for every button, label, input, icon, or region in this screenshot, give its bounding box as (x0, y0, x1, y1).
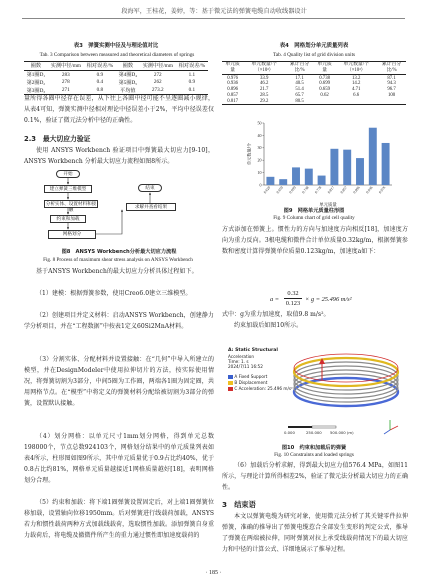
x-tick-label: 0.817 (326, 185, 336, 195)
table-cell: 0.9 (188, 79, 196, 86)
y-tick-label: 10 (257, 170, 262, 175)
table4-header-row (222, 62, 406, 75)
table3-header: 相对误差/% (86, 63, 114, 70)
flow-end: 结束 (138, 184, 162, 192)
table-cell: 33.9 (259, 75, 269, 81)
acceleration-formula (270, 290, 390, 310)
table-cell: 0.1 (188, 87, 196, 94)
legend-key: C (234, 386, 238, 391)
table-row (222, 98, 406, 104)
bar (266, 177, 274, 185)
table4 (222, 61, 406, 105)
table-cell: 第1圈D₁ (26, 72, 46, 79)
table-cell: 65.7 (295, 93, 304, 99)
page-number: · 185 · (205, 570, 222, 576)
paragraph: （2）创建项目并定义材料：启动ANSYS Workbench，创建静力学分析项目，并在“工程数据”中按表1定义60Si2MnA材料。 (24, 312, 214, 330)
table-cell: 第2圈D₂ (26, 79, 46, 86)
table-cell: 28.5 (259, 93, 269, 99)
paragraph: 方式添加在弹簧上。惯性力的方向与加速度方向相反[18]，加速度方向为重力反向。3根电缆和微件合计单位质量0.32kg/m，根据弹簧参数和密度计算得弹簧单位质量0.123kg/m，加速度a如下： (222, 226, 408, 255)
x-tick-label: 0.896 (352, 185, 361, 195)
figure9-chart (246, 119, 396, 207)
table3-header: 圈数 (122, 63, 134, 70)
figure9-caption-en: Fig. 9 Column chart of grid cell quality (273, 215, 355, 221)
legend-label: Displacement (238, 380, 268, 385)
table-cell: 273.2 (151, 87, 164, 94)
legend-label: Acceleration: 25.496 m/s² (238, 386, 293, 391)
section-heading-3: 3 结束语 (222, 500, 256, 509)
y-tick-label: 50 (257, 120, 262, 126)
table4-header: 单元数量/个（×10³） (251, 62, 277, 74)
table-cell: 0.738 (319, 75, 330, 81)
figure8-caption: 图8 ANSYS Workbench分析最大切应力流程 (61, 249, 177, 255)
bar (318, 176, 326, 185)
section-heading-2-3: 2.3 最大切应力验证 (24, 135, 91, 143)
y-tick-label: 0 (259, 182, 262, 188)
axis-triad (384, 420, 398, 434)
table-cell: 0.936 (227, 81, 239, 87)
table-cell: 272 (153, 71, 162, 78)
table-cell: 100 (387, 93, 396, 99)
bar (356, 158, 364, 185)
table3-header-row (24, 62, 208, 71)
paragraph: （3）分割实体、分配材料并设置接触：在“几何”中导入所建立的模型，并在DesignModeler中使用拉伸切片的方法，按实际使用情况，将弹簧切割为3部分，中间5圈为工作圈，两端各1圈为固定圈，共用网格节点。在“模型”中将定义的弹簧材料分配给被切割为3部分的弹簧，设置默认接触。 (24, 356, 214, 407)
bar (305, 169, 313, 185)
paragraph: （1）建模：根据弹簧参数，使用Creo6.0建立三维模型。 (36, 290, 192, 297)
figure10-caption: 图10 约束和加载后的弹簧 (281, 445, 347, 451)
legend-title: A: Static Structural (228, 348, 278, 353)
table3-title: 表3 弹簧实测中径及与理论值对比 (73, 43, 159, 49)
paragraph: （5）约束和加载：将下端1圈弹簧设置固定后，对上端1圈弹簧位移加载，设置轴向位移1950mm。后对弹簧进行线载荷加载，ANSYS 若力和惯性载荷两种方式加载线载荷，选取惯性加载。添加弹簧自身重力载荷后，将电缆及撤微件所产生的重力通过惯性即加速度载荷的 (24, 499, 214, 539)
table4-title-en: Tab. 4 Quality list of grid division units (272, 52, 356, 58)
flow-model: 建立弹簧三维模型 (44, 185, 92, 193)
table-cell: 13.2 (351, 75, 361, 81)
x-tick-label: 0.778 (314, 185, 323, 195)
table-cell: 1.1 (188, 71, 196, 78)
table-cell: 51.4 (295, 87, 304, 93)
table3-header: 实测中径/mm (142, 63, 173, 70)
legend-label: Fixed Support (238, 374, 268, 379)
bar (369, 128, 377, 185)
table-cell: 0.976 (227, 75, 239, 81)
table-cell: 第4圈D₄ (118, 72, 138, 79)
table-cell: 第5圈D₅ (118, 79, 138, 86)
figure8-caption-en: Fig. 8 Process of maximum shear stress analysis on ANSYS Workbench (43, 257, 193, 263)
legend-key: A (234, 374, 238, 379)
table-cell: 40.5 (295, 81, 304, 87)
table3-header: 实测中径/mm (50, 63, 81, 70)
table-cell: 87.1 (387, 75, 396, 81)
paragraph: 使用 ANSYS Workbench 验证项目中弹簧最大切应力[9-10]，ANSYS Workbench 分析最大切应力流程如图8所示。 (24, 147, 214, 165)
x-axis-label: 单元质量 (319, 203, 337, 207)
y-tick-label: 30 (257, 145, 262, 151)
running-header: 段海军，王桂花，姜婷，等：基于微元法的弹簧电缆自动收线器设计 (121, 8, 307, 15)
table-cell: 80.5 (295, 98, 304, 104)
paragraph: 量所得各圈中径存在误差，从下往上各圈中径可能不呈逐圈减小规律，从表4可知，弹簧实测中径相对理论中径误差小于2%，平均中径误差仅0.1%，验证了微元法分析中径的正确性。 (24, 95, 214, 124)
y-tick-label: 20 (257, 157, 262, 163)
header-rule (22, 18, 405, 19)
bar (292, 167, 300, 185)
scale-bar (288, 426, 336, 428)
paragraph: 本文以弹簧电缆为研究对象，使用微元法分析了其关键零件拉伸弹簧，准确的推导出了弹簧电缆惹合全部发生变形的判定公式，推导了弹簧在两端被拉伸，同时弹簧对拉上承受线载荷情况下的最大切应力和中径的计算公式、详细地展示了推导过程。 (222, 513, 408, 553)
table4-header: 累计百分比/% (381, 62, 402, 74)
table-cell: 0.8 (96, 87, 104, 94)
paragraph: （6）加载后分析求解，得到最大切应力值576.4 MPa，如图11所示，与理论计算所得相差2%，验证了微元法分析最大切应力的正确性。 (222, 462, 408, 491)
table-cell: 271 (61, 87, 70, 94)
table-cell: 262 (153, 79, 162, 86)
table-cell: 平均值 (120, 87, 136, 94)
figure8-flowchart (44, 170, 200, 248)
table-row (24, 70, 208, 78)
paragraph: （4）划分网格：以单元尺寸1mm划分网格，得到单元总数198000个，节点总数924103个，网格划分结果中的单元质量列表如表4所示，柱形图如图9所示，其中单元质量优于0.9占比约40%，优于0.8占比约81%，网格单元质量越接近1网格质量越好[18]，表明网格划分合理。 (24, 433, 214, 484)
legend-sub1: Acceleration (228, 354, 255, 359)
table-cell: 278 (61, 79, 70, 86)
table-cell: 29.2 (259, 98, 269, 104)
table-cell: 14.2 (351, 81, 361, 87)
table-cell: 21.7 (259, 87, 269, 93)
paragraph: 约束加载后如图10所示。 (234, 322, 303, 329)
table-cell: 0.896 (227, 87, 239, 93)
table-cell: 4.71 (351, 87, 361, 93)
bar (343, 150, 351, 185)
table-cell: 第3圈D₃ (26, 87, 46, 94)
spring-render (226, 334, 406, 444)
flow-analysis: 分析实体、设置材料和接触 (45, 202, 97, 213)
formula-numerator: 0.32 (287, 290, 299, 297)
acceleration-arrow (319, 358, 325, 380)
table4-header: 单元质量 (317, 62, 332, 74)
table-cell: 0.817 (227, 98, 239, 104)
paragraph: 基于ANSYS Workbench的最大切应力分析具体过程如下。 (36, 268, 198, 275)
table4-title: 表4 网格划分单元质量列表 (279, 43, 349, 49)
table-cell: 0.9 (96, 71, 104, 78)
x-tick-label: 0.620 (262, 185, 272, 195)
table3-header: 相对误差/% (178, 63, 206, 70)
legend-sub3: 2024/7/11 16:52 (228, 364, 263, 369)
table3-header: 圈数 (30, 63, 42, 70)
formula-fraction-bar (284, 298, 302, 299)
formula-rhs: × g = 25.496 m/s² (305, 296, 352, 303)
figure9-caption: 图9 网格单元质量柱形图 (283, 208, 345, 214)
table-cell: 0.4 (96, 79, 104, 86)
table-cell: 17.1 (295, 75, 304, 81)
table-cell: 6.6 (353, 93, 360, 99)
table4-header: 单元数量/个（×10³） (343, 62, 369, 74)
x-tick-label: 0.699 (288, 185, 297, 195)
flow-load: 约束和加载 (50, 215, 86, 223)
table-cell: 96.7 (387, 87, 396, 93)
table3-title-en: Tab. 3 Comparison between measured and theoretical diameters of springs (39, 52, 195, 58)
table4-header: 累计百分比/% (289, 62, 310, 74)
table-cell (377, 98, 406, 104)
table-cell (314, 98, 335, 104)
table4-header: 单元质量 (225, 62, 240, 74)
x-tick-label: 0.936 (365, 185, 374, 195)
scale-tick: 250.000 (306, 430, 322, 435)
scale-tick: 500.000 (m) (330, 430, 354, 435)
legend-sub2: Time: 1. s (228, 359, 249, 364)
bar (279, 179, 287, 185)
table-cell: 46.2 (259, 81, 269, 87)
table-cell: 0.659 (319, 87, 330, 93)
formula-lhs: a = (270, 296, 280, 303)
table3 (24, 61, 208, 95)
table-row (24, 79, 208, 87)
scale-tick: 0.000 (284, 430, 295, 435)
table-cell: 0.699 (319, 81, 330, 87)
flow-results: 求解并查看结果 (126, 203, 176, 211)
formula-denominator: 0.123 (285, 300, 301, 307)
y-tick-label: 40 (257, 132, 262, 138)
table-cell (335, 98, 377, 104)
flow-mesh: 网格划分 (48, 230, 96, 239)
figure10-image (226, 334, 406, 444)
bar (330, 149, 338, 185)
x-tick-label: 0.976 (378, 185, 387, 195)
figure10-caption-en: Fig. 10 Constraints and loaded springs (274, 452, 354, 458)
spring-coils (294, 354, 398, 406)
x-tick-label: 0.659 (275, 185, 284, 195)
bar (382, 143, 390, 185)
legend-key: B (234, 380, 238, 385)
y-axis-label: 单元数量/个 (246, 142, 252, 166)
flow-start: 开始 (56, 170, 80, 178)
paragraph: 式中：g为重力加速度，取值9.8 m/s²。 (222, 311, 330, 318)
table-cell: 0.857 (227, 93, 239, 99)
x-tick-label: 0.857 (339, 185, 348, 195)
table-cell: 94.3 (387, 81, 396, 87)
table-cell: 283 (61, 71, 70, 78)
table-cell: 0.62 (320, 93, 329, 99)
x-tick-label: 0.738 (301, 185, 310, 195)
